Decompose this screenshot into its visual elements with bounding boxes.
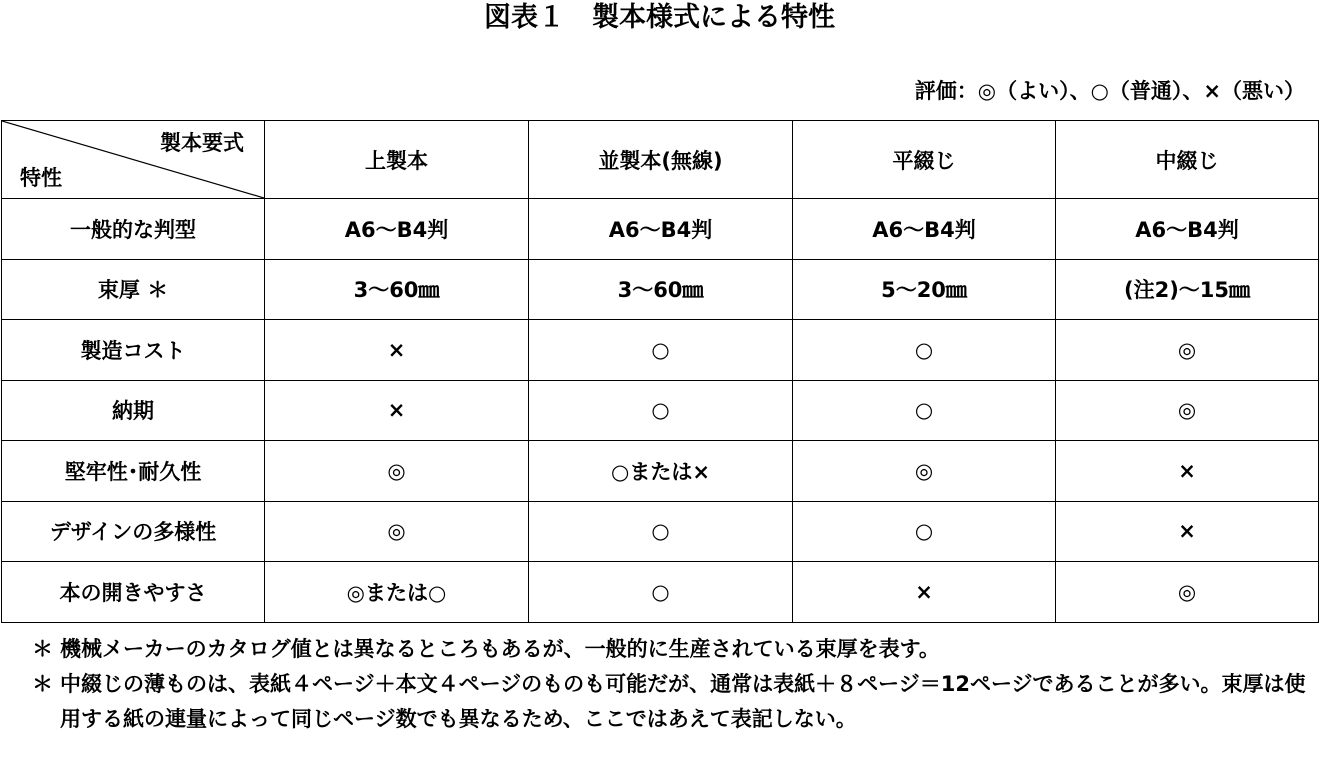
table-cell: 3～60㎜ xyxy=(265,259,529,320)
table-row xyxy=(2,199,1319,260)
table-row xyxy=(2,259,1319,320)
corner-label-binding-style: 製本要式 xyxy=(160,131,244,155)
table-cell: A6～B4判 xyxy=(265,199,529,260)
table-cell: ○または× xyxy=(529,441,793,502)
table-cell: ◎ xyxy=(1056,562,1319,623)
table-cell: ○ xyxy=(529,320,793,381)
row-label: 納期 xyxy=(2,380,265,441)
table-corner-cell xyxy=(2,121,265,199)
table-cell: (注2)～15㎜ xyxy=(1056,259,1319,320)
row-label: 束厚 ＊ xyxy=(2,259,265,320)
table-cell: ○ xyxy=(529,562,793,623)
table-cell: ◎ xyxy=(1056,320,1319,381)
evaluation-legend: 評価：◎（よい）、○（普通）、×（悪い） xyxy=(914,79,1305,103)
table-cell: × xyxy=(265,320,529,381)
table-row xyxy=(2,441,1319,502)
table-cell: ◎または○ xyxy=(265,562,529,623)
column-header: 平綴じ xyxy=(793,121,1056,199)
table-header-row xyxy=(2,121,1319,199)
table-cell: × xyxy=(1056,501,1319,562)
table-cell: ○ xyxy=(793,320,1056,381)
row-label: デザインの多様性 xyxy=(2,501,265,562)
row-label: 製造コスト xyxy=(2,320,265,381)
table-cell: ○ xyxy=(793,380,1056,441)
table-cell: 5～20㎜ xyxy=(793,259,1056,320)
corner-label-characteristic: 特性 xyxy=(20,166,62,190)
table-cell: ○ xyxy=(529,501,793,562)
table-cell: ○ xyxy=(529,380,793,441)
table-cell: ◎ xyxy=(1056,380,1319,441)
row-label: 一般的な判型 xyxy=(2,199,265,260)
table-cell: ○ xyxy=(793,501,1056,562)
table-cell: A6～B4判 xyxy=(529,199,793,260)
table-cell: A6～B4判 xyxy=(1056,199,1319,260)
footnote-text: 機械メーカーのカタログ値とは異なるところもあるが、一般的に生産されている束厚を表す。 xyxy=(60,637,940,661)
column-header: 並製本(無線) xyxy=(529,121,793,199)
table-cell: 3～60㎜ xyxy=(529,259,793,320)
footnotes xyxy=(32,632,1314,737)
table-cell: × xyxy=(1056,441,1319,502)
table-row xyxy=(2,501,1319,562)
table-cell: × xyxy=(265,380,529,441)
table-cell: ◎ xyxy=(793,441,1056,502)
column-header: 中綴じ xyxy=(1056,121,1319,199)
column-header: 上製本 xyxy=(265,121,529,199)
table-cell: A6～B4判 xyxy=(793,199,1056,260)
table-cell: ◎ xyxy=(265,441,529,502)
table-row xyxy=(2,380,1319,441)
footnote-mark: ＊ xyxy=(32,637,53,661)
table-cell: ◎ xyxy=(265,501,529,562)
row-label: 本の開きやすさ xyxy=(2,562,265,623)
footnote xyxy=(32,632,1314,667)
figure-title: 図表１ 製本様式による特性 xyxy=(484,2,835,33)
table-cell: × xyxy=(793,562,1056,623)
table-row xyxy=(2,562,1319,623)
footnote xyxy=(32,667,1314,737)
row-label: 堅牢性･耐久性 xyxy=(2,441,265,502)
table-row xyxy=(2,320,1319,381)
footnote-mark: ＊ xyxy=(32,672,53,696)
footnote-text: 中綴じの薄ものは、表紙４ページ＋本文４ページのものも可能だが、通常は表紙＋８ページ＝12ページであることが多い。束厚は使用する紙の連量によって同じページ数でも異なるため、ここではあえて表記しない。 xyxy=(60,672,1306,731)
binding-characteristics-table xyxy=(1,120,1319,623)
